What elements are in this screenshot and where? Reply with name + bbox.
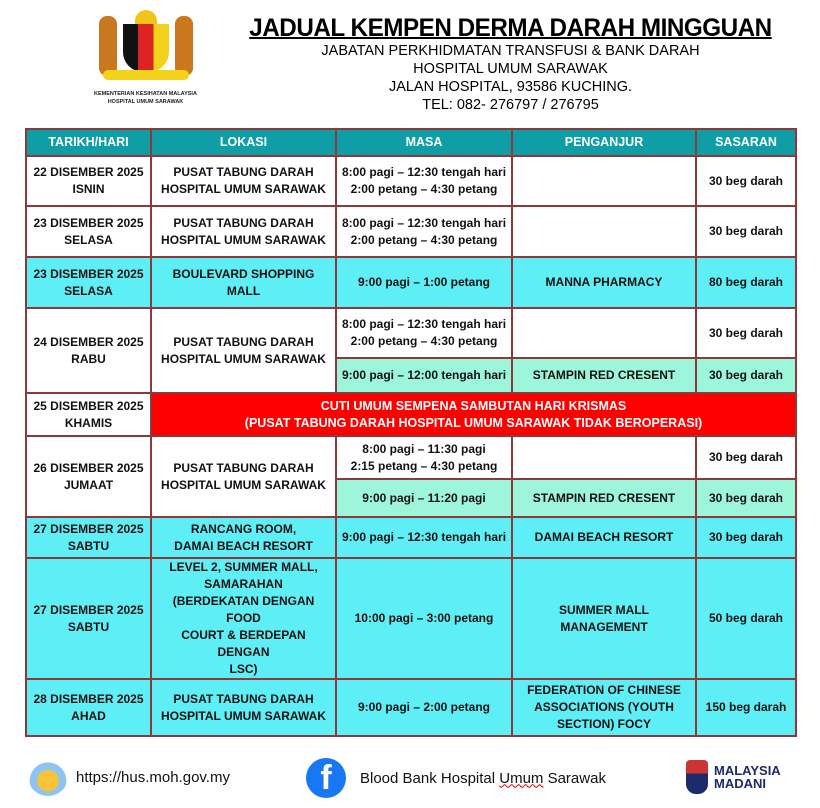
madani-text: MALAYSIA MADANI — [714, 763, 781, 791]
target-cell: 150 beg darah — [696, 679, 796, 736]
organizer-cell: MANNA PHARMACY — [512, 257, 696, 308]
target-cell: 30 beg darah — [696, 156, 796, 206]
ministry-logo — [78, 10, 213, 110]
madani-hand-icon — [686, 760, 708, 794]
column-header: LOKASI — [151, 129, 336, 156]
organizer-cell — [512, 436, 696, 479]
target-cell: 30 beg darah — [696, 517, 796, 558]
time-cell: 10:00 pagi – 3:00 petang — [336, 558, 512, 679]
location-cell: PUSAT TABUNG DARAH HOSPITAL UMUM SARAWAK — [151, 156, 336, 206]
target-cell: 30 beg darah — [696, 308, 796, 358]
organizer-cell — [512, 308, 696, 358]
table-row — [26, 206, 796, 257]
time-cell: 9:00 pagi – 12:30 tengah hari — [336, 517, 512, 558]
location-cell: LEVEL 2, SUMMER MALL, SAMARAHAN (BERDEKATAN DENGAN FOOD COURT & BERDEPAN DENGAN LSC) — [151, 558, 336, 679]
time-cell: 9:00 pagi – 2:00 petang — [336, 679, 512, 736]
page-title: JADUAL KEMPEN DERMA DARAH MINGGUAN — [249, 14, 772, 42]
schedule-table — [25, 128, 797, 737]
facebook-page-name: Blood Bank Hospital Umum Sarawak — [360, 769, 606, 787]
phone-line: TEL: 082- 276797 / 276795 — [422, 97, 599, 113]
target-cell: 80 beg darah — [696, 257, 796, 308]
department-line: JABATAN PERKHIDMATAN TRANSFUSI & BANK DARAH — [321, 43, 700, 59]
holiday-notice: CUTI UMUM SEMPENA SAMBUTAN HARI KRISMAS (PUSAT TABUNG DARAH HOSPITAL UMUM SARAWAK TIDAK BEROPERASI) — [151, 393, 796, 436]
location-cell: RANCANG ROOM, DAMAI BEACH RESORT — [151, 517, 336, 558]
organizer-cell: STAMPIN RED CRESENT — [512, 358, 696, 393]
target-cell: 30 beg darah — [696, 436, 796, 479]
table-row — [26, 393, 796, 436]
organizer-cell: DAMAI BEACH RESORT — [512, 517, 696, 558]
column-header: MASA — [336, 129, 512, 156]
facebook-icon: f — [306, 758, 346, 798]
column-header: SASARAN — [696, 129, 796, 156]
hospital-line: HOSPITAL UMUM SARAWAK — [413, 61, 608, 77]
location-cell: PUSAT TABUNG DARAH HOSPITAL UMUM SARAWAK — [151, 679, 336, 736]
time-cell: 8:00 pagi – 11:30 pagi 2:15 petang – 4:30 petang — [336, 436, 512, 479]
organizer-cell: FEDERATION OF CHINESE ASSOCIATIONS (YOUTH SECTION) FOCY — [512, 679, 696, 736]
table-row — [26, 558, 796, 679]
table-row — [26, 308, 796, 358]
page-header — [238, 14, 783, 114]
table-header-row — [26, 129, 796, 156]
date-cell: 23 DISEMBER 2025 SELASA — [26, 206, 151, 257]
date-cell: 27 DISEMBER 2025 SABTU — [26, 558, 151, 679]
footer — [0, 756, 820, 806]
table-row — [26, 436, 796, 479]
website-link[interactable]: https://hus.moh.gov.my — [76, 768, 230, 786]
logo-caption: KEMENTERIAN KESIHATAN MALAYSIA HOSPITAL UMUM SARAWAK — [94, 91, 197, 105]
location-cell: BOULEVARD SHOPPING MALL — [151, 257, 336, 308]
column-header: TARIKH/HARI — [26, 129, 151, 156]
table-row — [26, 679, 796, 736]
time-cell: 8:00 pagi – 12:30 tengah hari 2:00 petang – 4:30 petang — [336, 206, 512, 257]
facebook-page-link[interactable] — [360, 770, 606, 787]
malaysia-madani-logo — [686, 760, 781, 794]
location-cell: PUSAT TABUNG DARAH HOSPITAL UMUM SARAWAK — [151, 436, 336, 517]
time-cell: 8:00 pagi – 12:30 tengah hari 2:00 petang – 4:30 petang — [336, 156, 512, 206]
date-cell: 28 DISEMBER 2025 AHAD — [26, 679, 151, 736]
date-cell: 26 DISEMBER 2025 JUMAAT — [26, 436, 151, 517]
organizer-cell — [512, 206, 696, 257]
date-cell: 23 DISEMBER 2025 SELASA — [26, 257, 151, 308]
location-cell: PUSAT TABUNG DARAH HOSPITAL UMUM SARAWAK — [151, 308, 336, 393]
target-cell: 50 beg darah — [696, 558, 796, 679]
organizer-cell: STAMPIN RED CRESENT — [512, 479, 696, 517]
column-header: PENGANJUR — [512, 129, 696, 156]
table-row — [26, 156, 796, 206]
coat-of-arms-icon — [91, 10, 201, 82]
date-cell: 22 DISEMBER 2025 ISNIN — [26, 156, 151, 206]
time-cell: 9:00 pagi – 11:20 pagi — [336, 479, 512, 517]
time-cell: 9:00 pagi – 1:00 petang — [336, 257, 512, 308]
time-cell: 9:00 pagi – 12:00 tengah hari — [336, 358, 512, 393]
organizer-cell: SUMMER MALL MANAGEMENT — [512, 558, 696, 679]
date-cell: 27 DISEMBER 2025 SABTU — [26, 517, 151, 558]
table-row — [26, 257, 796, 308]
target-cell: 30 beg darah — [696, 358, 796, 393]
date-cell: 24 DISEMBER 2025 RABU — [26, 308, 151, 393]
target-cell: 30 beg darah — [696, 206, 796, 257]
address-line: JALAN HOSPITAL, 93586 KUCHING. — [388, 79, 633, 95]
hospital-logo-icon — [28, 758, 68, 796]
organizer-cell — [512, 156, 696, 206]
time-cell: 8:00 pagi – 12:30 tengah hari 2:00 petang – 4:30 petang — [336, 308, 512, 358]
date-cell: 25 DISEMBER 2025 KHAMIS — [26, 393, 151, 436]
target-cell: 30 beg darah — [696, 479, 796, 517]
table-row — [26, 517, 796, 558]
location-cell: PUSAT TABUNG DARAH HOSPITAL UMUM SARAWAK — [151, 206, 336, 257]
